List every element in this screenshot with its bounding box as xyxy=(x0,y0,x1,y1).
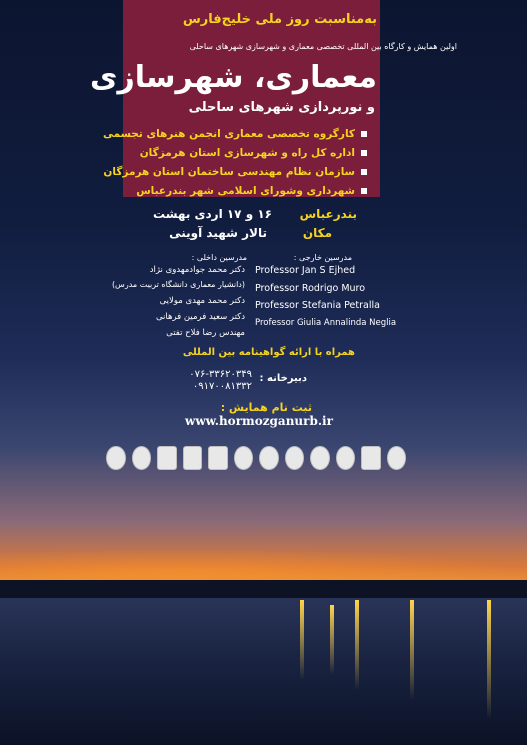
domestic-heading: مدرسین داخلی : xyxy=(191,253,247,262)
sponsor-logo-icon xyxy=(157,446,177,470)
phone-2: ۰۹۱۷۰۰۸۱۳۳۲ xyxy=(192,381,252,392)
foreign-heading: مدرسین خارجی : xyxy=(293,253,352,262)
occasion-text: به‌مناسبت روز ملی خلیج‌فارس xyxy=(182,12,377,27)
main-title: معماری، شهرسازی xyxy=(90,60,377,95)
sponsor-logo-icon xyxy=(336,446,356,470)
sponsor-logo-icon xyxy=(310,446,330,470)
organizer-3: سازمان نظام مهندسی ساختمان استان هرمزگان xyxy=(103,166,367,178)
sponsor-logo-icon xyxy=(387,446,407,470)
sponsor-logo-icon xyxy=(106,446,126,470)
sponsor-logo-icon xyxy=(132,446,152,470)
certificate-note: همراه با ارائه گواهینامه بین المللی xyxy=(182,347,355,358)
sea-water xyxy=(0,598,527,745)
secretariat-label: دبیرخانه : xyxy=(259,373,307,384)
sponsor-logo-icon xyxy=(259,446,279,470)
sponsor-logo-icon xyxy=(183,446,203,470)
sponsor-logos xyxy=(106,446,406,472)
foreign-lecturer: Professor Giulia Annalinda Neglia xyxy=(255,318,397,328)
organizer-2: اداره کل راه و شهرسازی استان هرمزگان xyxy=(140,147,367,159)
place-label: مکان xyxy=(302,226,332,240)
organizer-1: کارگروه تخصصی معماری انجمن هنرهای تجسمی xyxy=(103,128,367,140)
organizer-4: شهرداری وشورای اسلامی شهر بندرعباس xyxy=(136,185,367,197)
title-line-2: و نورپردازی شهرهای ساحلی xyxy=(188,100,375,115)
website-link[interactable]: www.hormozganurb.ir xyxy=(185,414,333,428)
light-reflection xyxy=(330,605,334,675)
register-label: ثبت نام همایش : xyxy=(220,401,312,414)
subtitle: اولین همایش و کارگاه بین المللی تخصصی معماری و شهرسازی شهرهای ساحلی xyxy=(189,42,457,51)
domestic-lecturer: دکتر سعید فرمین فرهانی xyxy=(155,312,245,322)
domestic-lecturer: دکتر محمد مهدی مولایی xyxy=(159,296,245,306)
light-reflection xyxy=(300,600,304,680)
sponsor-logo-icon xyxy=(285,446,305,470)
light-reflection xyxy=(355,600,359,690)
venue: تالار شهید آوینی xyxy=(169,226,267,240)
domestic-lecturer-note: (دانشیار معماری دانشگاه تربیت مدرس) xyxy=(111,280,245,289)
phone-1: ۰۷۶-۳۳۶۲۰۳۴۹ xyxy=(189,369,252,380)
light-reflection xyxy=(487,600,491,720)
sponsor-logo-icon xyxy=(234,446,254,470)
foreign-lecturer: Professor Rodrigo Muro xyxy=(255,283,366,294)
sponsor-logo-icon xyxy=(361,446,381,470)
foreign-lecturer: Professor Stefania Petralla xyxy=(255,300,380,311)
light-reflection xyxy=(410,600,414,700)
city-label: بندرعباس xyxy=(299,207,357,221)
domestic-lecturer: دکتر محمد جوادمهدوی نژاد xyxy=(149,265,245,275)
foreign-lecturer: Professor Jan S Ejhed xyxy=(255,265,356,276)
event-date: ۱۶ و ۱۷ اردی بهشت xyxy=(152,207,272,221)
domestic-lecturer: مهندس رضا فلاح تفتی xyxy=(166,328,245,338)
sponsor-logo-icon xyxy=(208,446,228,470)
city-skyline xyxy=(0,580,527,600)
